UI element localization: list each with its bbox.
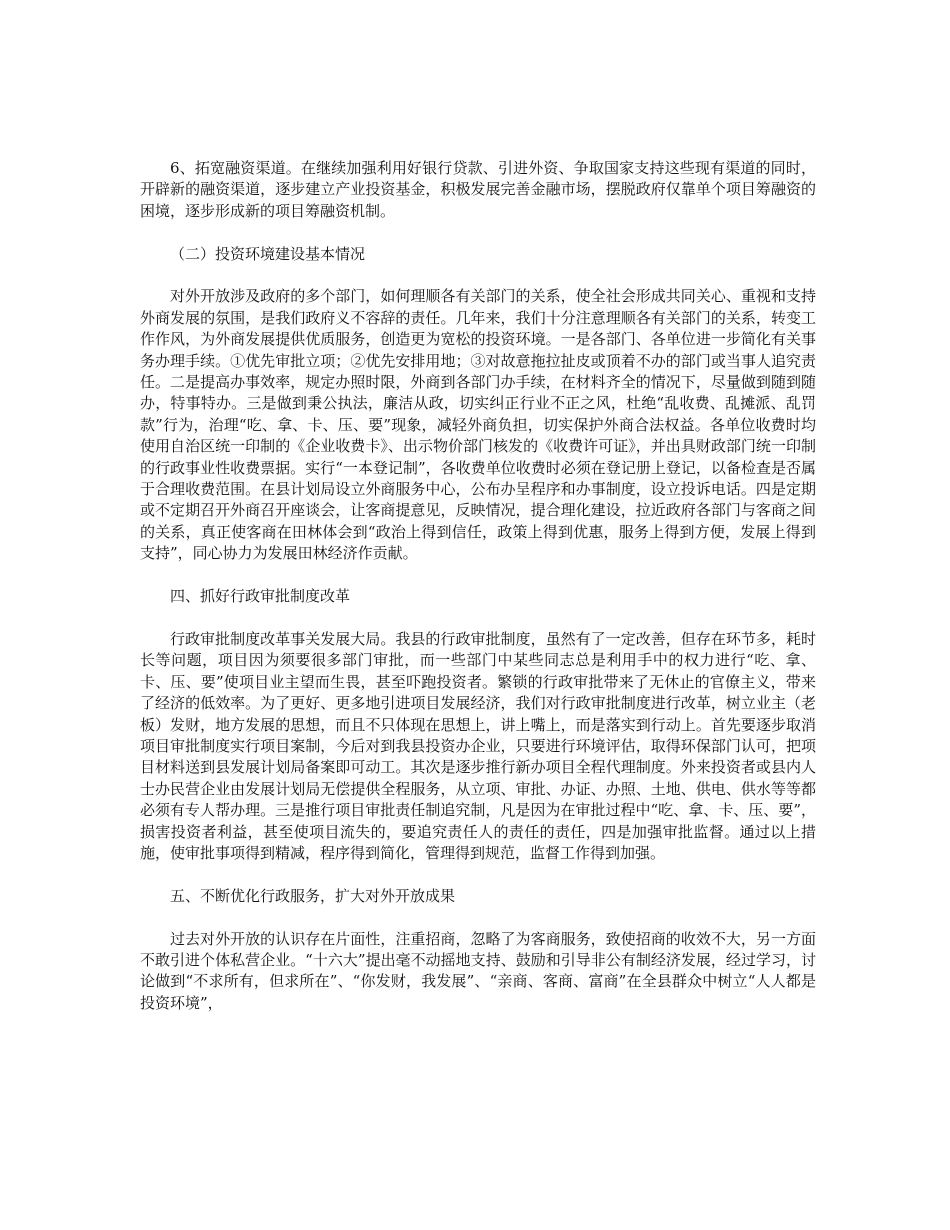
paragraph-approval-reform: 行政审批制度改革事关发展大局。我县的行政审批制度，虽然有了一定改善，但存在环节多，耗时长等问题，项目因为须要很多部门审批，而一些部门中某些同志总是利用手中的权力进行“吃、拿、卡、压、要”使项目业主望而生畏，甚至吓跑投资者。繁锁的行政审批带来了无休止的官僚主义，带来了经济的低效率。为了更好、更多地引进项目发展经济，我们对行政审批制度进行改革，树立业主（老板）发财，地方发展的思想，而且不只体现在思想上，讲上嘴上，而是落实到行动上。首先要逐步取消项目审批制度实行项目案制，今后对到我县投资办企业，只要进行环境评估，取得环保部门认可，把项目材料送到县发展计划局备案即可动工。其次是逐步推行新办项目全程代理制度。外来投资者或县内人士办民营企业由发展计划局无偿提供全程服务，从立项、审批、办证、办照、土地、供电、供水等等都必须有专人帮办理。三是推行项目审批责任制追究制，凡是因为在审批过程中“吃、拿、卡、压、要”，损害投资者利益，甚至使项目流失的，要追究责任人的责任的责任，四是加强审批监督。通过以上措施，使审批事项得到精减，程序得到简化，管理得到规范，监督工作得到加强。	[140, 629, 816, 862]
section-heading-approval-reform: 四、抓好行政审批制度改革	[170, 587, 351, 606]
document-body	[140, 158, 816, 1036]
paragraph-investment-environment: 对外开放涉及政府的多个部门，如何理顺各有关部门的关系，使全社会形成共同关心、重视和支持外商发展的氛围，是我们政府义不容辞的责任。几年来，我们十分注意理顺各有关部门的关系，转变工作作风，为外商发展提供优质服务，创造更为宽松的投资环境。一是各部门、各单位进一步简化有关事务办理手续。①优先审批立项；②优先安排用地；③对故意拖拉扯皮或顶着不办的部门或当事人追究责任。二是提高办事效率，规定办照时限，外商到各部门办手续，在材料齐全的情况下，尽量做到随到随办，特事特办。三是做到秉公执法，廉洁从政，切实纠正行业不正之风，杜绝“乱收费、乱摊派、乱罚款”行为，治理“吃、拿、卡、压、要”现象，减轻外商负担，切实保护外商合法权益。各单位收费时均使用自治区统一印制的《企业收费卡》、出示物价部门核发的《收费许可证》，并出具财政部门统一印制的行政事业性收费票据。实行“一本登记制”，各收费单位收费时必须在登记册上登记，以备检查是否属于合理收费范围。在县计划局设立外商服务中心，公布办呈程序和办事制度，设立投诉电话。四是定期或不定期召开外商召开座谈会，让客商提意见，反映情况，提合理化建设，拉近政府各部门与客商之间的关系，真正使客商在田林体会到“政治上得到信任，政策上得到优惠，服务上得到方便，发展上得到支持”，同心协力为发展田林经济作贡献。	[140, 287, 816, 563]
paragraph-administrative-service: 过去对外开放的认识存在片面性，注重招商，忽略了为客商服务，致使招商的收效不大，另一方面不敢引进个体私营企业。“十六大”提出毫不动摇地支持、鼓励和引导非公有制经济发展，经过学习，讨论做到“不求所有，但求所在”、“你发财，我发展”、“亲商、客商、富商”在全县群众中树立“人人都是投资环境”，	[140, 929, 816, 1012]
paragraph-financing-channels: 6、拓宽融资渠道。在继续加强利用好银行贷款、引进外资、争取国家支持这些现有渠道的同时，开辟新的融资渠道，逐步建立产业投资基金，积极发展完善金融市场，摆脱政府仅靠单个项目筹融资的困境，逐步形成新的项目筹融资机制。	[140, 159, 816, 220]
section-heading-administrative-service: 五、不断优化行政服务，扩大对外开放成果	[170, 886, 456, 905]
section-heading-investment-environment: （二）投资环境建设基本情况	[170, 244, 366, 263]
